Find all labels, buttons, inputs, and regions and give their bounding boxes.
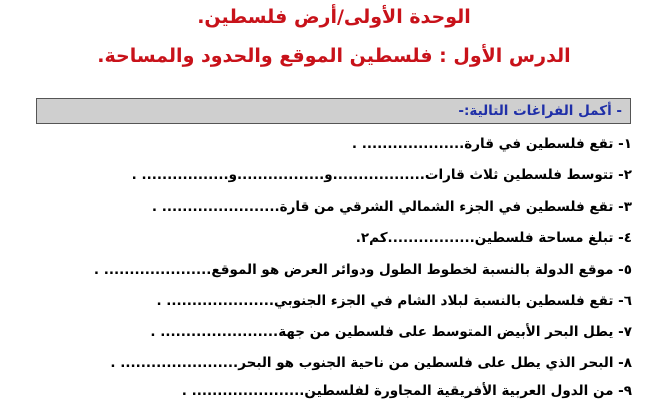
question-text: - تتوسط فلسطين ثلاث قارات..................و.................و................. . [131,167,624,183]
question-8 [110,354,632,372]
question-2 [132,166,632,184]
question-6 [156,292,632,310]
question-9 [182,382,632,400]
question-text: - موقع الدولة بالنسبة لخطوط الطول ودوائر العرض هو الموقع..................... . [93,262,624,278]
question-number: ٤ [623,230,632,246]
question-number: ٧ [623,324,632,340]
question-number: ٣ [623,199,632,215]
question-text: - يطل البحر الأبيض المتوسط على فلسطين من جهة....................... . [150,324,624,340]
question-number: ٢ [623,167,632,183]
instruction-bar [36,98,631,124]
question-number: ٦ [623,293,632,309]
question-text: - تبلغ مساحة فلسطين.................كم٢. [355,230,624,246]
question-text: - من الدول العربية الأفريقية المجاورة لفلسطين...................... . [181,383,624,399]
question-number: ١ [623,136,632,152]
question-4 [356,229,632,247]
question-5 [94,261,632,279]
lesson-title: الدرس الأول : فلسطين الموقع والحدود والمساحة. [97,45,571,67]
question-text: - تقع فلسطين بالنسبة لبلاد الشام في الجزء الجنوبي..................... . [156,293,624,309]
unit-title: الوحدة الأولى/أرض فلسطين. [197,6,471,28]
instruction-text: - أكمل الفراغات التالية:- [458,103,622,119]
question-text: - تقع فلسطين في الجزء الشمالي الشرقي من قارة....................... . [151,199,624,215]
question-text: - البحر الذي يطل على فلسطين من ناحية الجنوب هو البحر....................... . [110,355,624,371]
question-text: - تقع فلسطين في قارة.................... . [351,136,624,152]
question-1 [352,135,632,153]
question-number: ٨ [623,355,632,371]
question-7 [150,323,632,341]
question-3 [152,198,632,216]
question-number: ٥ [623,262,632,278]
question-number: ٩ [623,383,632,399]
